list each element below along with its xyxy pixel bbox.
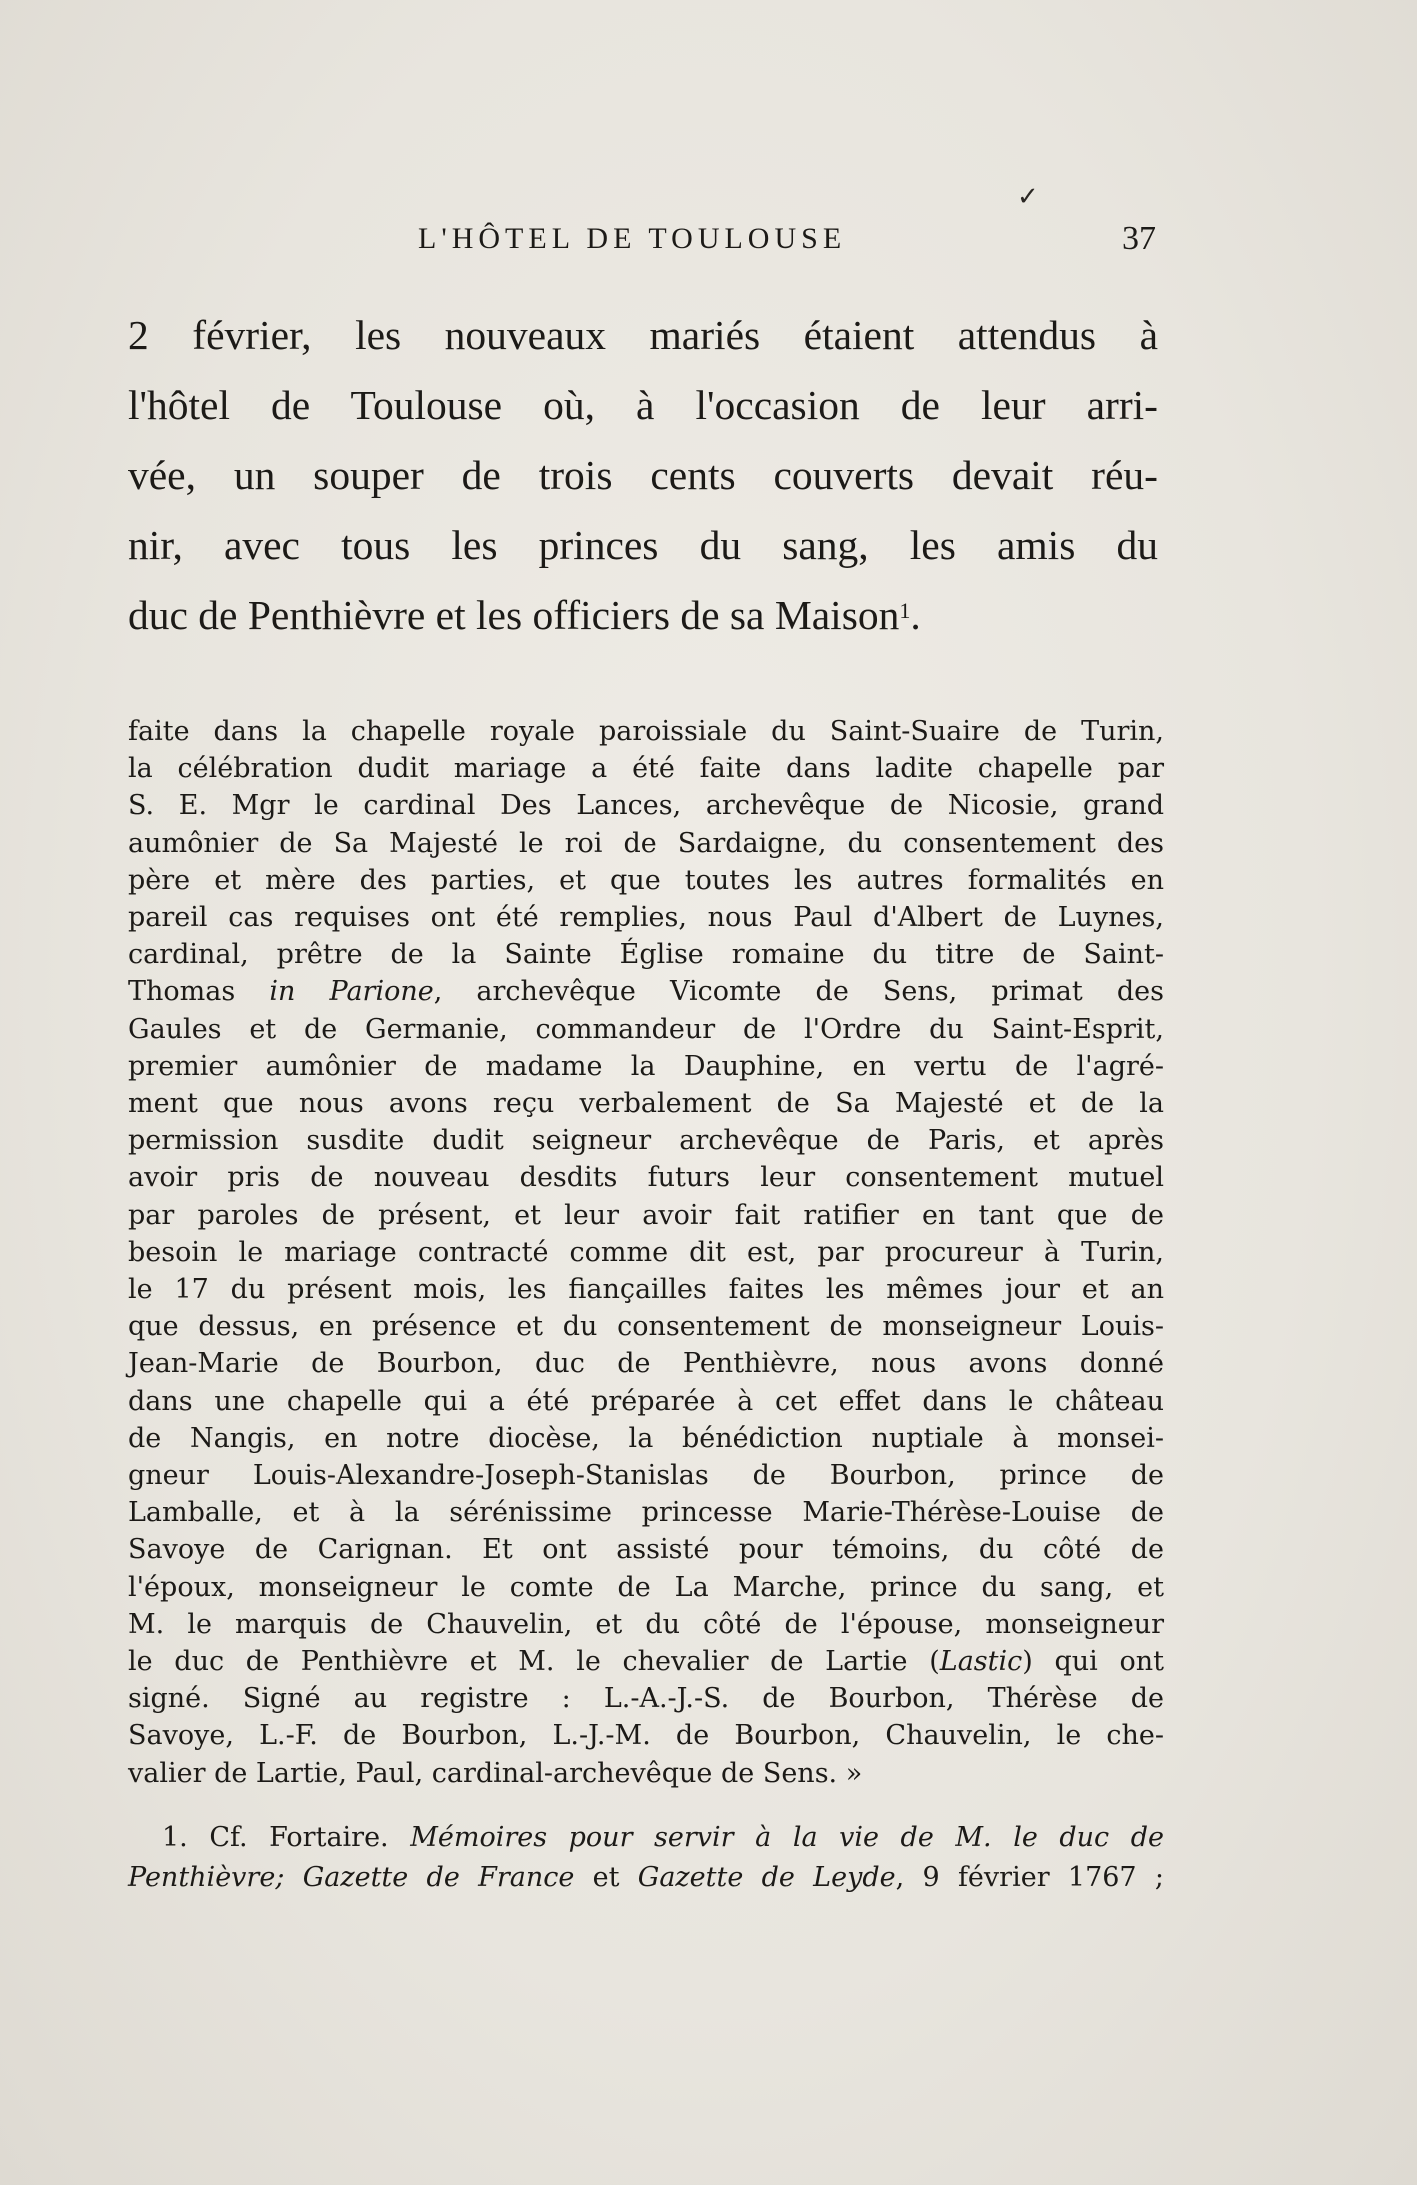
text-run: , 9 février 1767 ; (895, 1862, 1164, 1893)
main-end-punct: . (910, 592, 921, 638)
record-line: aumônier de Sa Majesté le roi de Sardaigne, du consentement des (128, 827, 1164, 859)
main-line: 2 février, les nouveaux mariés étaient attendus à (128, 312, 1158, 358)
record-line: par paroles de présent, et leur avoir fait ratifier en tant que de (128, 1199, 1164, 1231)
text-run: et (574, 1862, 638, 1893)
record-line: le 17 du présent mois, les fiançailles faites les mêmes jour et an (128, 1274, 1164, 1306)
quoted-record (128, 713, 1164, 1792)
running-title: L'HÔTEL DE TOULOUSE (418, 222, 847, 255)
page-number: 37 (1122, 220, 1156, 257)
record-line: valier de Lartie, Paul, cardinal-archevêque de Sens. » (128, 1757, 863, 1789)
record-line: que dessus, en présence et du consentement de monseigneur Louis- (128, 1311, 1164, 1343)
record-line: pareil cas requises ont été remplies, nous Paul d'Albert de Luynes, (128, 902, 1164, 934)
record-line: premier aumônier de madame la Dauphine, en vertu de l'agré- (128, 1050, 1164, 1082)
footnote-line (128, 1858, 1164, 1898)
record-line: avoir pris de nouveau desdits futurs leur consentement mutuel (128, 1162, 1164, 1194)
record-line: de Nangis, en notre diocèse, la bénédiction nuptiale à monsei- (128, 1422, 1164, 1454)
footnote-number: 1. Cf. Fortaire. (162, 1822, 411, 1853)
main-line-last (128, 580, 1158, 650)
footnote (128, 1818, 1164, 1898)
main-line: l'hôtel de Toulouse où, à l'occasion de leur arri- (128, 382, 1158, 428)
text-run: le duc de Penthièvre et M. le chevalier de Lartie ( (128, 1646, 940, 1678)
record-line: S. E. Mgr le cardinal Des Lances, archevêque de Nicosie, grand (128, 790, 1164, 822)
footnote-ref: 1 (899, 598, 911, 623)
record-line: Gaules et de Germanie, commandeur de l'Ordre du Saint-Esprit, (128, 1013, 1164, 1045)
record-line: ment que nous avons reçu verbalement de Sa Majesté et de la (128, 1088, 1164, 1120)
main-line: nir, avec tous les princes du sang, les amis du (128, 522, 1158, 568)
record-line-thomas (128, 973, 1164, 1010)
record-line: cardinal, prêtre de la Sainte Église romaine du titre de Saint- (128, 939, 1164, 971)
running-head (128, 222, 1166, 262)
record-line: signé. Signé au registre : L.-A.-J.-S. de Bourbon, Thérèse de (128, 1683, 1164, 1715)
record-line: Jean-Marie de Bourbon, duc de Penthièvre, nous avons donné (128, 1348, 1164, 1380)
record-line: l'époux, monseigneur le comte de La Marche, prince du sang, et (128, 1571, 1164, 1603)
record-line: Lamballe, et à la sérénissime princesse Marie-Thérèse-Louise de (128, 1497, 1164, 1529)
main-line-text: duc de Penthièvre et les officiers de sa Maison (128, 592, 900, 638)
italic-run: Mémoires pour servir à la vie de M. le duc de (410, 1822, 1165, 1853)
record-line: Savoye de Carignan. Et ont assisté pour témoins, du côté de (128, 1534, 1164, 1566)
record-line-lastic (128, 1643, 1164, 1680)
text-run: Thomas (128, 976, 270, 1008)
italic-run: Gazette de Leyde (637, 1862, 896, 1893)
text-run: ) qui ont (1022, 1646, 1164, 1678)
record-line: besoin le mariage contracté comme dit est, par procureur à Turin, (128, 1236, 1164, 1268)
record-line: la célébration dudit mariage a été faite dans ladite chapelle par (128, 753, 1164, 785)
main-line: vée, un souper de trois cents couverts devait réu- (128, 452, 1158, 498)
italic-run: in Parione (269, 976, 434, 1008)
record-line: Savoye, L.-F. de Bourbon, L.-J.-M. de Bourbon, Chauvelin, le che- (128, 1720, 1164, 1752)
footnote-line (128, 1818, 1164, 1858)
italic-run: Lastic (939, 1646, 1023, 1678)
record-line: permission susdite dudit seigneur archevêque de Paris, et après (128, 1125, 1164, 1157)
record-line: père et mère des parties, et que toutes les autres formalités en (128, 864, 1164, 896)
record-line: gneur Louis-Alexandre-Joseph-Stanislas de Bourbon, prince de (128, 1460, 1164, 1492)
pencil-tick-mark: ✓ (1017, 182, 1039, 212)
record-line: M. le marquis de Chauvelin, et du côté de l'épouse, monseigneur (128, 1608, 1164, 1640)
record-line: dans une chapelle qui a été préparée à cet effet dans le château (128, 1385, 1164, 1417)
record-line: faite dans la chapelle royale paroissiale du Saint-Suaire de Turin, (128, 716, 1164, 747)
main-paragraph (128, 300, 1158, 650)
text-run: , archevêque Vicomte de Sens, primat des (433, 976, 1164, 1008)
italic-run: Penthièvre; Gazette de France (128, 1862, 575, 1893)
